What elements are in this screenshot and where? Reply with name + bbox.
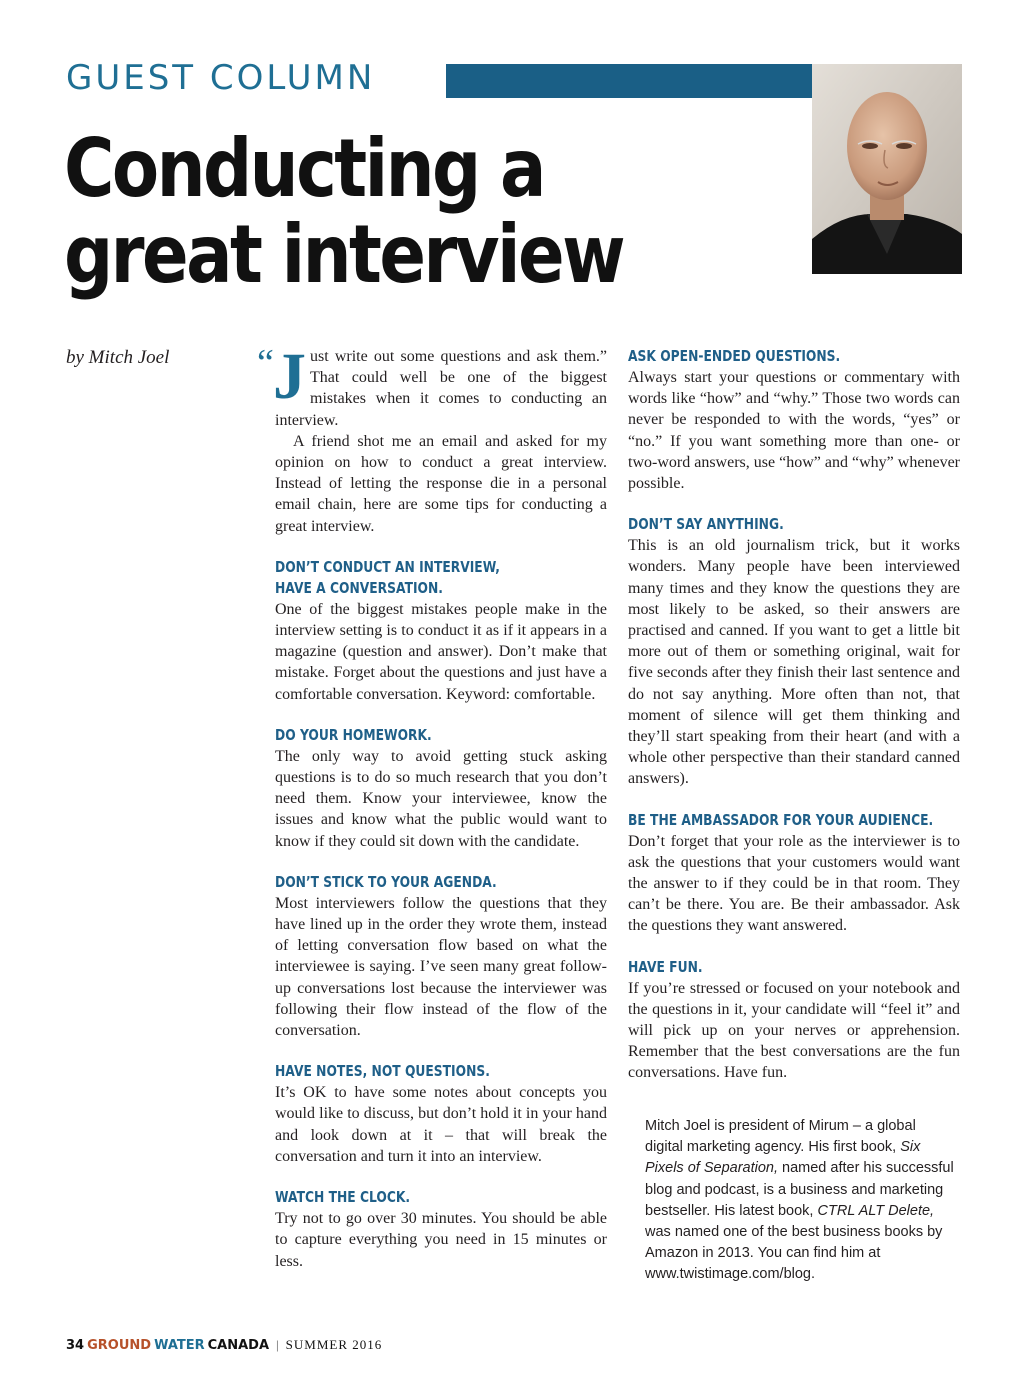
tip-heading: DO YOUR HOMEWORK. [275,725,432,744]
tip-heading-line-2: HAVE A CONVERSATION. [275,578,443,597]
tip-body: If you’re stressed or focused on your notebook and the questions in it, your candidate will “feel it” and will pick up on your nerves or apprehension. Remember that the best conversations are the fun conversations. Have fun. [628,979,960,1082]
headline [64,122,683,301]
tip-body: Most interviewers follow the questions that they have lined up in the order they wrote them, instead of letting conversation flow based on what the interviewee is saying. I’ve seen many great follow-up conversations lost because the interviewer was following their flow instead of the flow of the conversation. [275,894,607,1040]
footer-separator: | [276,1337,279,1352]
intro-paragraph-1 [273,340,607,431]
author-bio [645,1116,955,1286]
section-bar [446,64,812,98]
dropcap: J [273,340,306,413]
publication-name-word-2: WATER [154,1338,205,1353]
bio-text-1: Mitch Joel is president of Mirum – a global digital marketing agency. His first book, [645,1118,916,1156]
bio-book-title-1: Six Pixels of Separation, [645,1139,921,1177]
tip-heading: DON’T SAY ANYTHING. [628,515,784,534]
tip-heading: BE THE AMBASSADOR FOR YOUR AUDIENCE. [628,810,934,829]
tip-body: It’s OK to have some notes about concepts you would like to discuss, but don’t hold it in your hand and look down at it – that will break the conversation and turn it into an interview. [275,1084,607,1165]
article-column-2 [628,346,960,1084]
quote-mark: “ [257,342,274,384]
page-number: 34 [66,1338,85,1353]
byline: by Mitch Joel [66,347,170,368]
tip-heading [275,557,547,599]
tip-heading-line-1: DON’T CONDUCT AN INTERVIEW, [275,557,500,576]
tip-heading: ASK OPEN-ENDED QUESTIONS. [628,347,841,365]
tip-body: The only way to avoid getting stuck asking questions is to do so much research that you don’t need them. Know your interviewee, know the issues and know what the public would want to know if they could sit down with the candidate. [275,747,607,850]
headline-line-1: Conducting a [64,122,544,215]
author-portrait-photo [812,64,962,274]
bio-book-title-2: CTRL ALT Delete, [817,1202,935,1219]
headline-line-2: great interview [64,208,624,301]
tip-body: This is an old journalism trick, but it works wonders. Many people have been interviewed many times and they know the questions they are most likely to be asked, so their answers are practised and canned. If you want to get a little bit more out of them or something original, wait for five seconds after they finish their last sentence and do not say anything. More often than not, that moment of silence will get them thinking and they’ll start speaking from their heart (and with a whole other perspective than their standard canned answers). [628,537,960,788]
tip-body: One of the biggest mistakes people make in the interview setting is to conduct it as if it appears in a magazine (question and answer). Don’t make that mistake. Forget about the questions and just have a comfortable conversation. Keyword: comfortable. [275,600,607,703]
publication-name-word-3: CANADA [207,1338,270,1353]
tip-heading: WATCH THE CLOCK. [275,1188,411,1207]
article-column-1 [257,340,607,1272]
tip-body: Don’t forget that your role as the interviewer is to ask the questions that your customers would want the answer to if they could be in that room. They can’t be there. You are. Be their ambassador. Ask the questions they want answered. [628,832,960,935]
intro-text-1: ust write out some questions and ask them.” That could well be one of the biggest mistakes when it comes to conducting an interview. [275,348,607,429]
page-footer [66,1336,382,1355]
tip-body: Try not to go over 30 minutes. You should be able to capture everything you need in 15 minutes or less. [275,1210,607,1270]
intro-paragraph-2: A friend shot me an email and asked for my opinion on how to conduct a great interview. Instead of letting the response die in a personal email chain, here are some tips for conducting a great interview. [275,432,607,535]
section-label: GUEST COLUMN [66,58,376,98]
tip-heading: DON’T STICK TO YOUR AGENDA. [275,872,497,891]
tip-heading: HAVE FUN. [628,957,703,976]
bio-text-2: named after his successful blog and podcast, is a business and marketing bestseller. His latest book, [645,1160,954,1219]
tip-body: Always start your questions or commentary with words like “how” and “why.” Those two words can never be responded to with the words, “yes” or “no.” If you want something more than one- or two-word answers, use “how” and “why” whenever possible. [628,369,960,493]
publication-name-word-1: GROUND [87,1338,152,1353]
bio-text-3: was named one of the best business books by Amazon in 2013. You can find him at www.twistimage.com/blog. [645,1224,943,1283]
tip-heading: HAVE NOTES, NOT QUESTIONS. [275,1062,490,1081]
issue-label: SUMMER 2016 [285,1337,383,1352]
